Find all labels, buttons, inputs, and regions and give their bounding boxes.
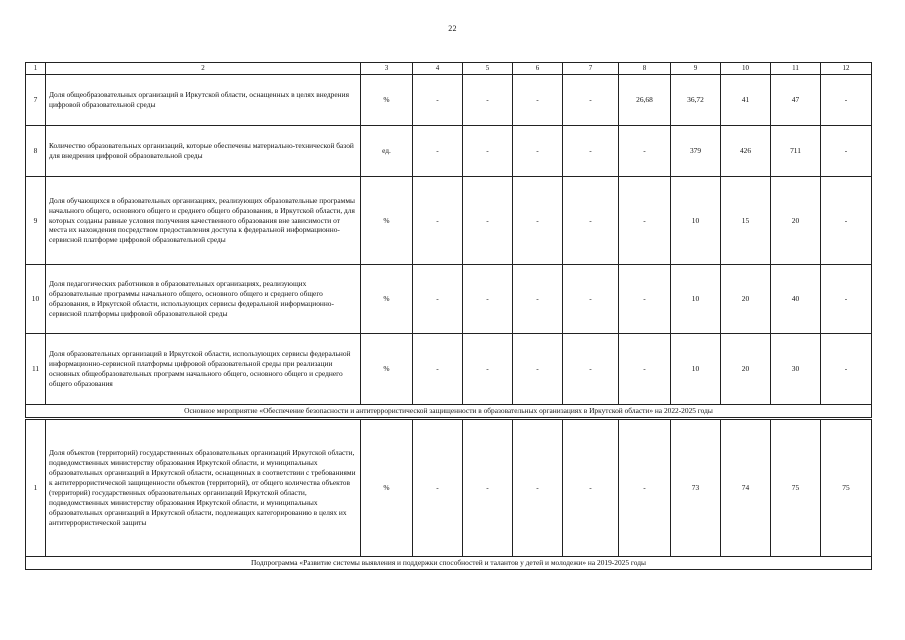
column-numbers-row bbox=[26, 63, 872, 75]
value-cell: 10 bbox=[671, 265, 721, 334]
value-cell: 41 bbox=[721, 75, 771, 126]
indicators-table bbox=[25, 62, 872, 570]
value-cell: 75 bbox=[821, 419, 872, 557]
unit-cell: % bbox=[361, 419, 413, 557]
value-cell: - bbox=[463, 334, 513, 405]
value-cell: - bbox=[413, 126, 463, 177]
value-cell: - bbox=[563, 265, 619, 334]
row-number: 11 bbox=[26, 334, 46, 405]
value-cell: - bbox=[619, 265, 671, 334]
value-cell: - bbox=[513, 177, 563, 265]
unit-cell: % bbox=[361, 334, 413, 405]
unit-cell: % bbox=[361, 265, 413, 334]
value-cell: - bbox=[413, 75, 463, 126]
value-cell: 15 bbox=[721, 177, 771, 265]
value-cell: - bbox=[413, 334, 463, 405]
indicator-text: Количество образовательных организаций, которые обеспечены материально-технической базой для внедрения цифровой образовательной среды bbox=[46, 126, 361, 177]
table-row bbox=[26, 177, 872, 265]
value-cell: 10 bbox=[671, 177, 721, 265]
column-number: 2 bbox=[46, 63, 361, 75]
value-cell: - bbox=[413, 419, 463, 557]
value-cell: 74 bbox=[721, 419, 771, 557]
column-number: 5 bbox=[463, 63, 513, 75]
value-cell: - bbox=[413, 177, 463, 265]
value-cell: - bbox=[821, 265, 872, 334]
unit-cell: ед. bbox=[361, 126, 413, 177]
table-row bbox=[26, 419, 872, 557]
column-number: 3 bbox=[361, 63, 413, 75]
value-cell: 711 bbox=[771, 126, 821, 177]
value-cell: - bbox=[513, 75, 563, 126]
indicator-text: Доля объектов (территорий) государственных образовательных организаций Иркутской области, подведомственных министерству образования Иркутской области, и муниципальных образовательных организаций в Иркутской области, оснащенных в соответствии с требованиями к антитеррористической защищенности объектов (территорий), от общего количества объектов (территорий) государственных образовательных организаций Иркутской области, подведомственных министерству образования Иркутской области, и муниципальных образовательных организаций в Иркутской области, подлежащих категорированию в целях их антитеррористической защиты bbox=[46, 419, 361, 557]
value-cell: - bbox=[563, 75, 619, 126]
value-cell: - bbox=[413, 265, 463, 334]
indicator-text: Доля общеобразовательных организаций в Иркутской области, оснащенных в целях внедрения цифровой образовательной среды bbox=[46, 75, 361, 126]
unit-cell: % bbox=[361, 75, 413, 126]
value-cell: 73 bbox=[671, 419, 721, 557]
column-number: 10 bbox=[721, 63, 771, 75]
value-cell: 75 bbox=[771, 419, 821, 557]
value-cell: - bbox=[513, 265, 563, 334]
page-number: 22 bbox=[448, 24, 457, 33]
value-cell: - bbox=[563, 334, 619, 405]
subprogram-heading-row bbox=[26, 557, 872, 570]
value-cell: 47 bbox=[771, 75, 821, 126]
section-heading-row bbox=[26, 405, 872, 419]
table-row bbox=[26, 265, 872, 334]
value-cell: - bbox=[513, 334, 563, 405]
value-cell: - bbox=[463, 265, 513, 334]
value-cell: 10 bbox=[671, 334, 721, 405]
value-cell: - bbox=[463, 75, 513, 126]
value-cell: 20 bbox=[771, 177, 821, 265]
indicator-text: Доля образовательных организаций в Иркутской области, использующих сервисы федеральной информационно-сервисной платформы цифровой образовательной среды при реализации основных общеобразовательных программ начального общего, основного общего и среднего общего образования bbox=[46, 334, 361, 405]
value-cell: - bbox=[563, 126, 619, 177]
column-number: 12 bbox=[821, 63, 872, 75]
column-number: 11 bbox=[771, 63, 821, 75]
value-cell: 20 bbox=[721, 334, 771, 405]
value-cell: - bbox=[513, 126, 563, 177]
value-cell: - bbox=[821, 75, 872, 126]
section-title: Основное мероприятие «Обеспечение безопасности и антитеррористической защищенности в образовательных организациях в Иркутской области» на 2022-2025 годы bbox=[26, 405, 872, 419]
column-number: 7 bbox=[563, 63, 619, 75]
value-cell: - bbox=[563, 177, 619, 265]
indicator-text: Доля педагогических работников в образовательных организациях, реализующих образовательные программы начального общего, основного общего и среднего общего образования, в Иркутской области, использующих сервисы федеральной информационно-сервисной платформы цифровой образовательной среды bbox=[46, 265, 361, 334]
indicator-text: Доля обучающихся в образовательных организациях, реализующих образовательные программы начального общего, основного общего и среднего общего образования, в Иркутской области, для которых созданы равные условия получения качественного образования вне зависимости от места их нахождения посредством предоставления доступа к федеральной информационно-сервисной платформе цифровой образовательной среды bbox=[46, 177, 361, 265]
value-cell: 36,72 bbox=[671, 75, 721, 126]
value-cell: 379 bbox=[671, 126, 721, 177]
column-number: 8 bbox=[619, 63, 671, 75]
value-cell: 20 bbox=[721, 265, 771, 334]
row-number: 9 bbox=[26, 177, 46, 265]
table-row bbox=[26, 334, 872, 405]
row-number: 8 bbox=[26, 126, 46, 177]
value-cell: - bbox=[619, 177, 671, 265]
value-cell: - bbox=[821, 126, 872, 177]
value-cell: - bbox=[619, 419, 671, 557]
row-number: 10 bbox=[26, 265, 46, 334]
subprogram-title: Подпрограмма «Развитие системы выявления и поддержки способностей и талантов у детей и молодежи» на 2019-2025 годы bbox=[26, 557, 872, 570]
value-cell: - bbox=[463, 126, 513, 177]
value-cell: - bbox=[619, 126, 671, 177]
row-number: 7 bbox=[26, 75, 46, 126]
value-cell: - bbox=[463, 419, 513, 557]
column-number: 9 bbox=[671, 63, 721, 75]
value-cell: 40 bbox=[771, 265, 821, 334]
value-cell: - bbox=[821, 177, 872, 265]
value-cell: 426 bbox=[721, 126, 771, 177]
table-row bbox=[26, 126, 872, 177]
value-cell: 30 bbox=[771, 334, 821, 405]
value-cell: - bbox=[463, 177, 513, 265]
value-cell: 26,68 bbox=[619, 75, 671, 126]
value-cell: - bbox=[513, 419, 563, 557]
table-row bbox=[26, 75, 872, 126]
column-number: 4 bbox=[413, 63, 463, 75]
value-cell: - bbox=[821, 334, 872, 405]
value-cell: - bbox=[563, 419, 619, 557]
column-number: 6 bbox=[513, 63, 563, 75]
value-cell: - bbox=[619, 334, 671, 405]
column-number: 1 bbox=[26, 63, 46, 75]
unit-cell: % bbox=[361, 177, 413, 265]
row-number: 1 bbox=[26, 419, 46, 557]
